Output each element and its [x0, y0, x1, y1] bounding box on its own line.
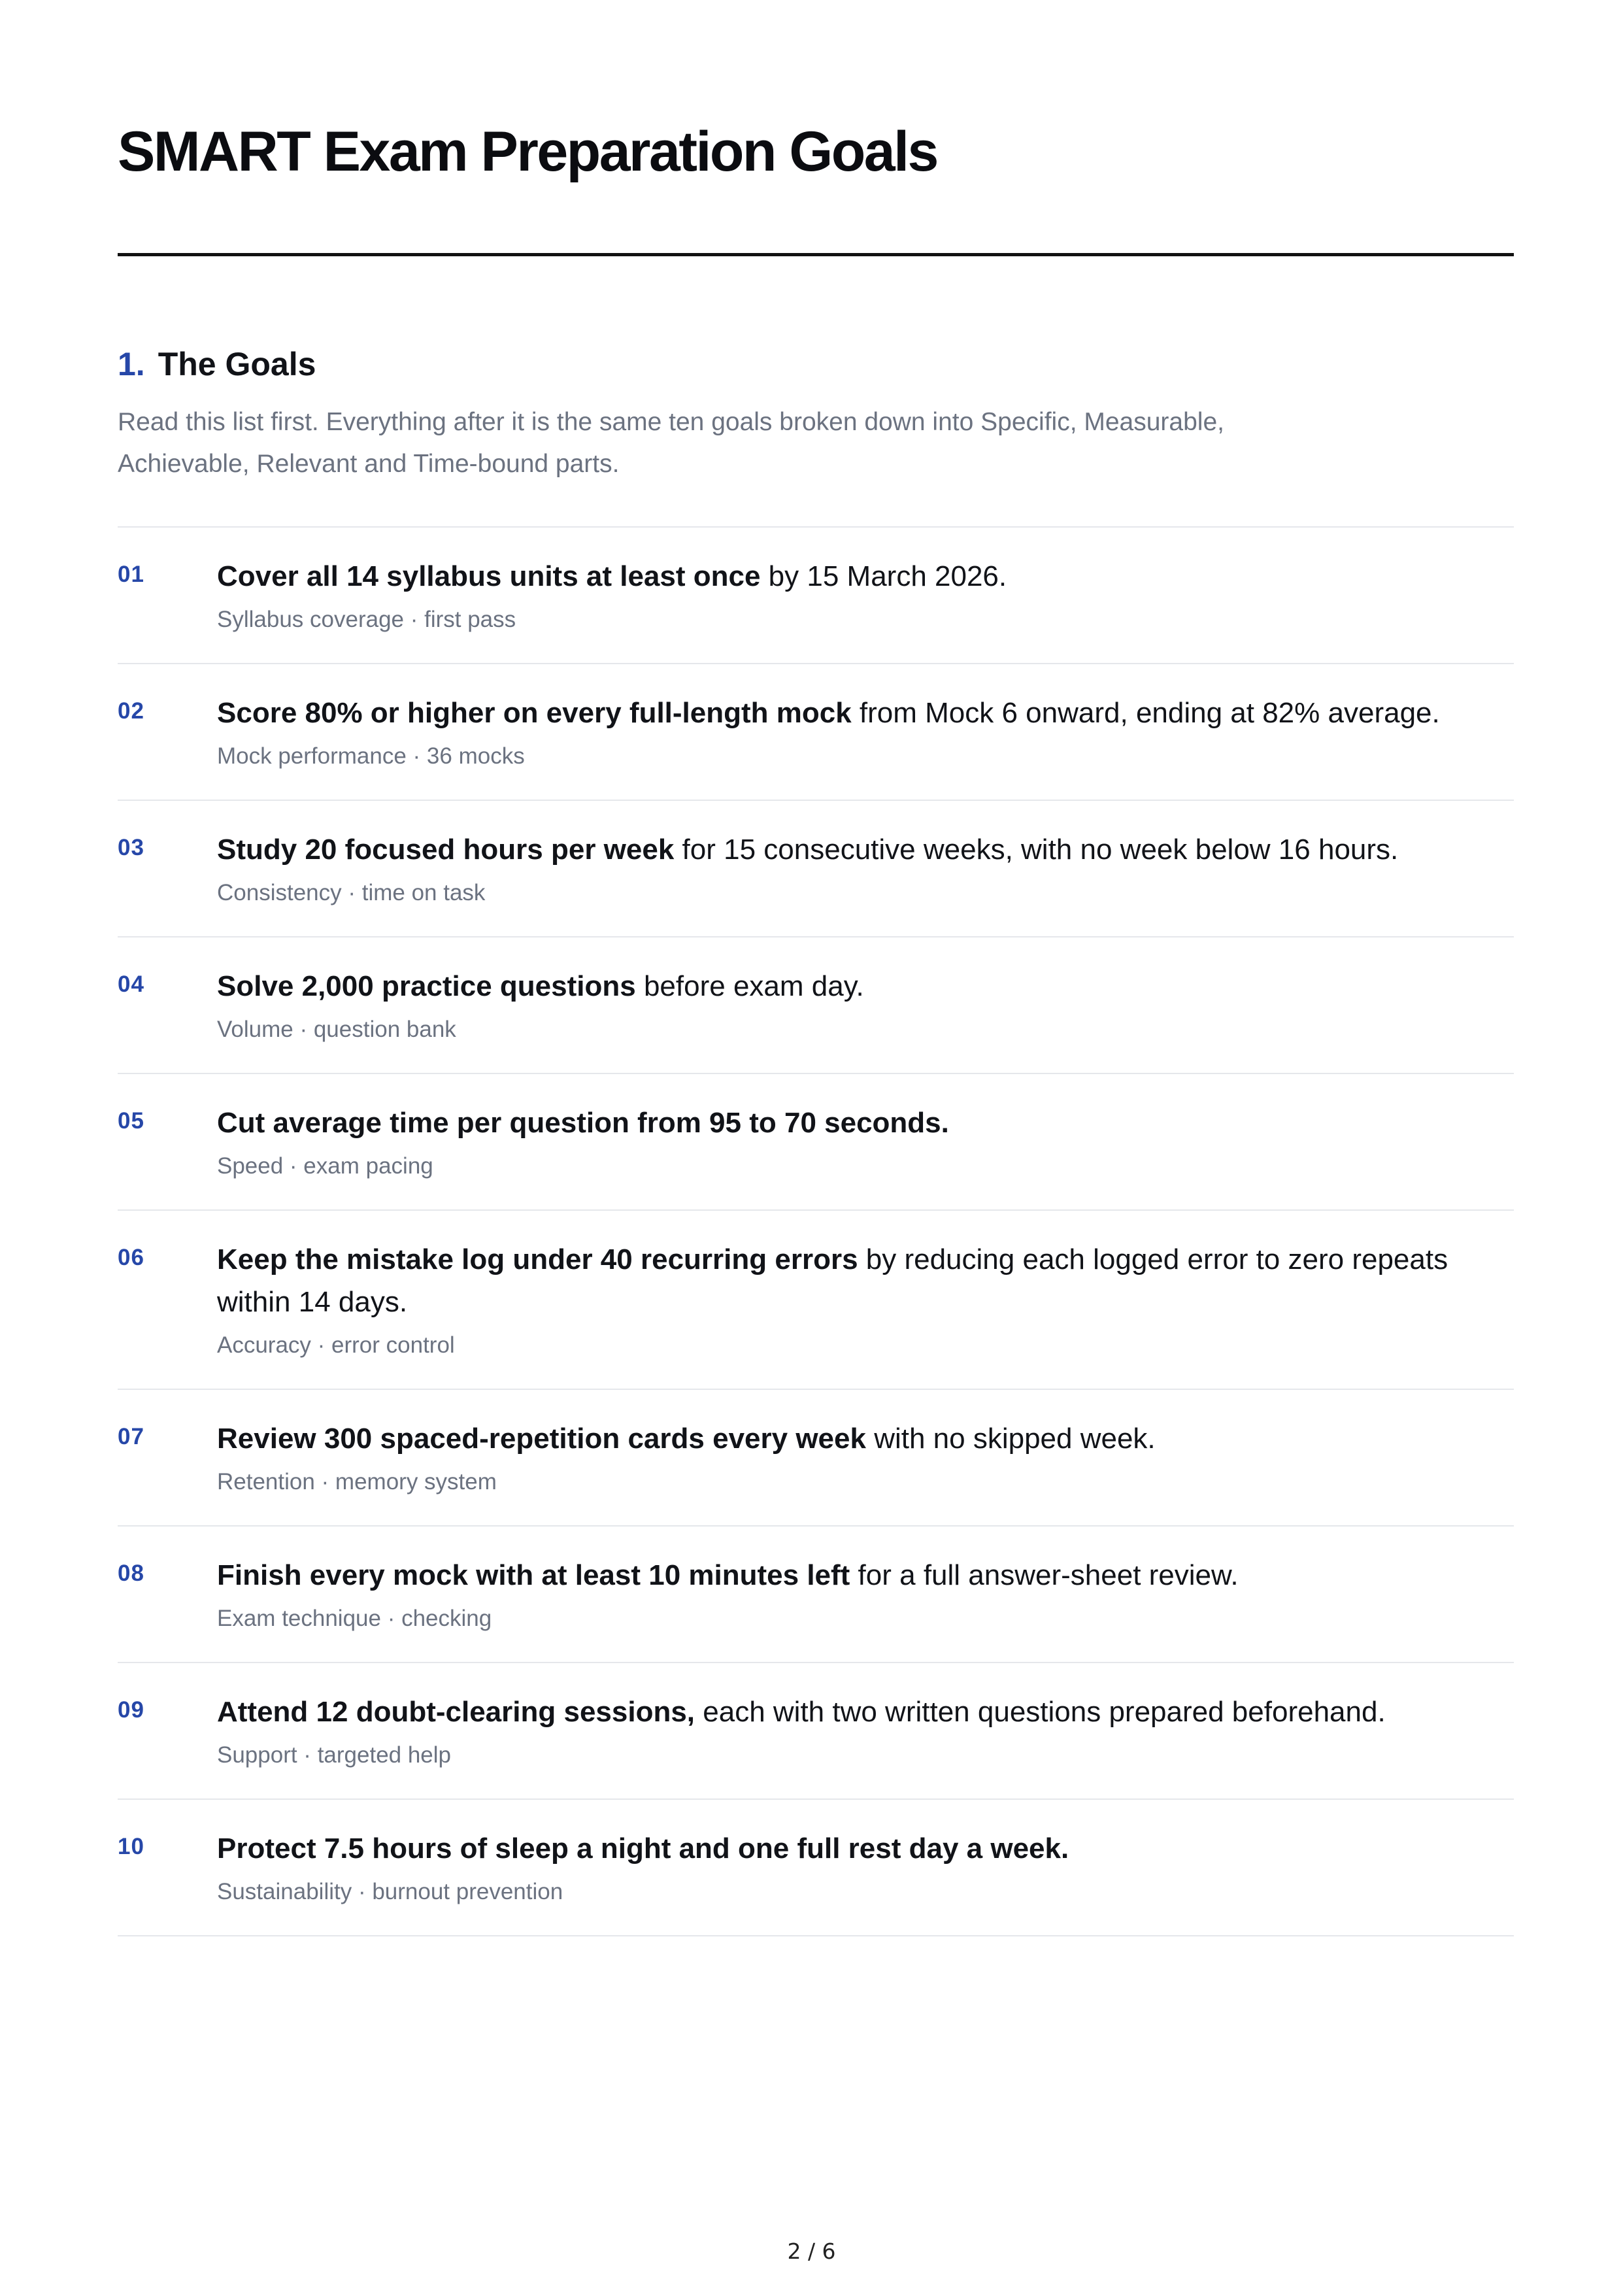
goal-text [217, 965, 1514, 1007]
section-heading [118, 345, 316, 384]
goal-text [217, 1417, 1514, 1460]
goal-body [217, 555, 1514, 635]
goal-headline: Review 300 spaced-repetition cards every week [217, 1423, 866, 1455]
goal-detail: for 15 consecutive weeks, with no week below 16 hours. [674, 834, 1399, 866]
goal-item [118, 1800, 1514, 1936]
goal-number: 10 [118, 1834, 144, 1859]
goal-headline: Solve 2,000 practice questions [217, 970, 636, 1002]
page-number: 2 / 6 [787, 2238, 836, 2264]
goal-detail: by 15 March 2026. [760, 560, 1007, 592]
goal-text [217, 1827, 1514, 1870]
goal-number: 05 [118, 1108, 144, 1134]
goal-detail: from Mock 6 onward, ending at 82% average. [851, 697, 1440, 729]
document-title: SMART Exam Preparation Goals [118, 120, 937, 183]
goal-text [217, 1238, 1514, 1323]
goal-number: 02 [118, 698, 144, 724]
goal-body [217, 1554, 1514, 1634]
goal-headline: Study 20 focused hours per week [217, 834, 675, 866]
goal-detail: for a full answer-sheet review. [850, 1559, 1239, 1591]
goal-body [217, 1238, 1514, 1361]
goal-body [217, 828, 1514, 909]
goal-headline: Cover all 14 syllabus units at least once [217, 560, 761, 592]
goal-category: Consistency · time on task [217, 880, 486, 905]
goal-body [217, 1691, 1514, 1771]
goal-detail: with no skipped week. [865, 1423, 1156, 1455]
goal-category: Mock performance · 36 mocks [217, 743, 525, 769]
goal-item [118, 664, 1514, 801]
goal-number: 08 [118, 1561, 144, 1586]
goal-text [217, 1554, 1514, 1596]
goal-body [217, 965, 1514, 1045]
goal-number: 06 [118, 1245, 144, 1270]
goal-detail: by reducing each logged error to zero repeats within 14 days. [217, 1243, 1448, 1318]
section-title: The Goals [158, 346, 316, 382]
goal-category: Retention · memory system [217, 1469, 497, 1494]
goal-category: Syllabus coverage · first pass [217, 607, 516, 632]
goal-number: 03 [118, 835, 144, 860]
goal-text [217, 1691, 1514, 1733]
goal-text [217, 1102, 1514, 1144]
goal-body [217, 1417, 1514, 1498]
goal-headline: Protect 7.5 hours of sleep a night and one full rest day a week. [217, 1832, 1069, 1865]
goal-item [118, 1663, 1514, 1800]
goal-number: 07 [118, 1424, 144, 1449]
goal-number: 09 [118, 1697, 144, 1723]
goal-item [118, 1074, 1514, 1211]
goal-item [118, 1211, 1514, 1390]
goal-body [217, 1102, 1514, 1182]
goal-item [118, 528, 1514, 664]
goal-item [118, 801, 1514, 937]
goal-category: Accuracy · error control [217, 1332, 455, 1358]
goal-category: Volume · question bank [217, 1017, 456, 1042]
goal-detail: each with two written questions prepared beforehand. [695, 1696, 1386, 1728]
goal-detail: before exam day. [635, 970, 864, 1002]
goal-item [118, 937, 1514, 1074]
goal-category: Exam technique · checking [217, 1606, 492, 1631]
goal-text [217, 555, 1514, 598]
goal-number: 01 [118, 562, 144, 587]
goal-item [118, 1390, 1514, 1527]
goal-body [217, 1827, 1514, 1908]
goal-category: Speed · exam pacing [217, 1153, 433, 1179]
section-intro: Read this list first. Everything after it is the same ten goals broken down into Specific, Measurable, Achievable, Relevant and Time-bound parts. [118, 408, 1224, 478]
goal-headline: Finish every mock with at least 10 minutes left [217, 1559, 850, 1591]
goal-headline: Keep the mistake log under 40 recurring errors [217, 1243, 858, 1275]
goal-headline: Cut average time per question from 95 to 70 seconds. [217, 1107, 949, 1139]
goal-text [217, 828, 1514, 871]
goal-text [217, 692, 1514, 734]
section-number: 1. [118, 346, 145, 382]
goal-number: 04 [118, 971, 144, 997]
goal-category: Support · targeted help [217, 1742, 452, 1768]
goal-item [118, 1527, 1514, 1663]
goal-list [118, 526, 1514, 1936]
goal-headline: Score 80% or higher on every full-length mock [217, 697, 852, 729]
goal-headline: Attend 12 doubt-clearing sessions, [217, 1696, 695, 1728]
goal-body [217, 692, 1514, 772]
title-divider [118, 253, 1514, 256]
goal-category: Sustainability · burnout prevention [217, 1879, 563, 1904]
